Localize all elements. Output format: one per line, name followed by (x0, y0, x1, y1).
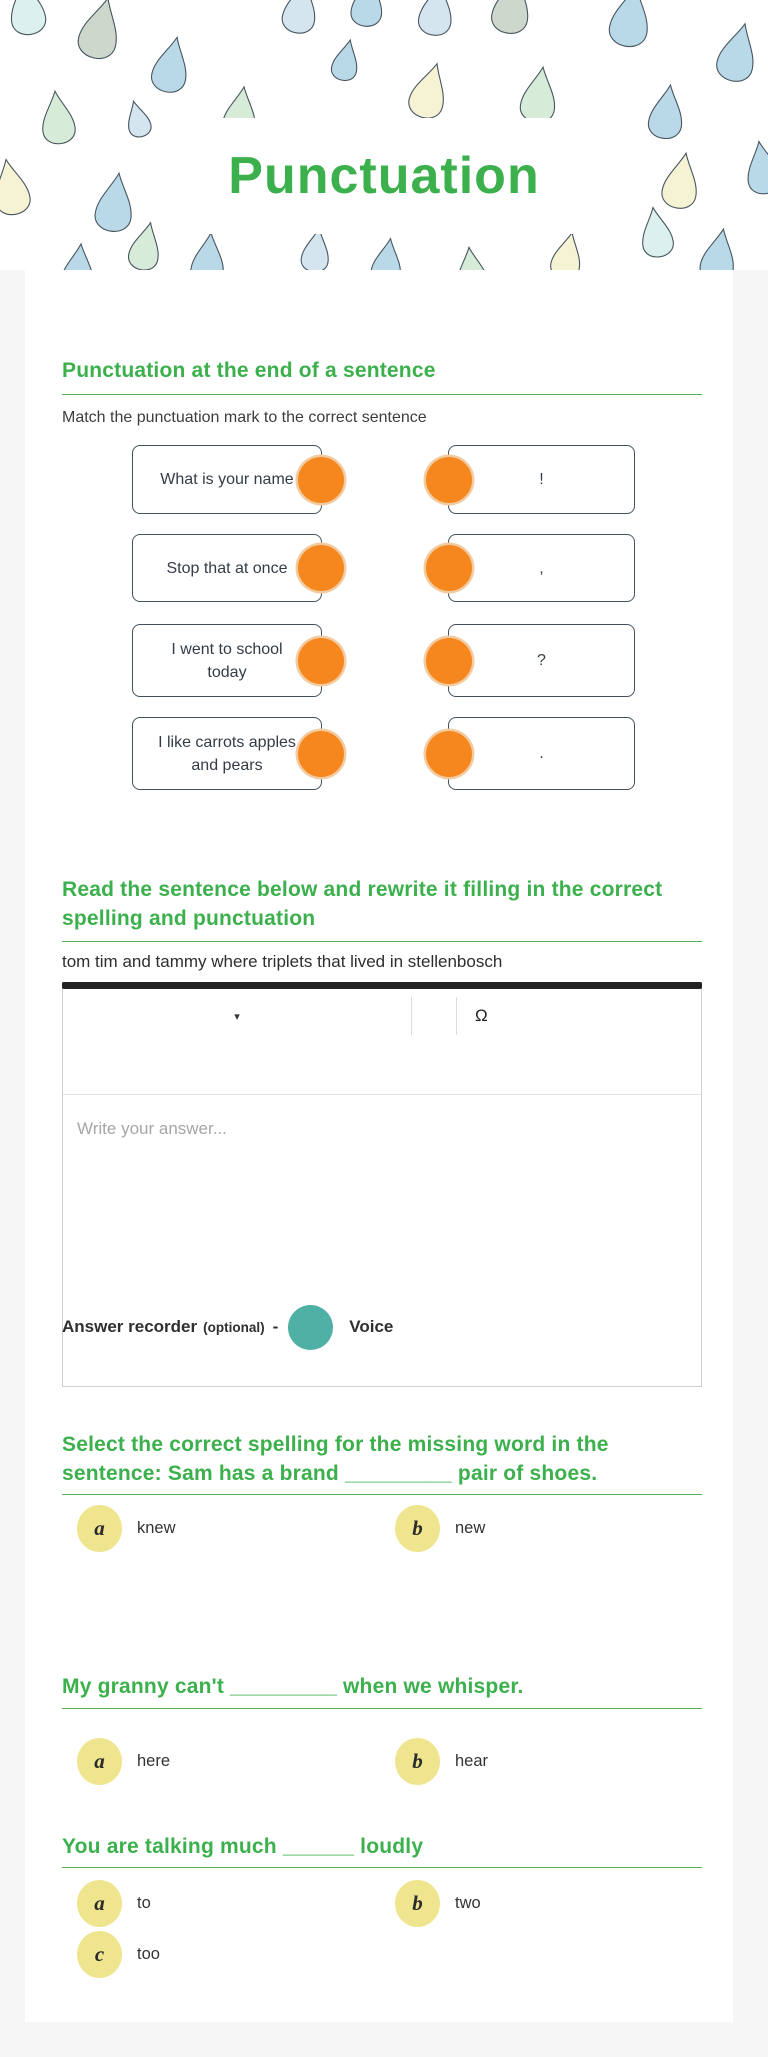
match-sentence-text: I went to school today (171, 640, 283, 681)
answer-recorder-section (62, 1304, 702, 1350)
section-matching (62, 356, 702, 790)
option-label: two (455, 1893, 481, 1912)
match-row (62, 534, 702, 602)
matching-instruction: Match the punctuation mark to the correct sentence (62, 409, 427, 426)
voice-record-button[interactable] (288, 1305, 333, 1350)
rewrite-prompt: tom tim and tammy where triplets that lived in stellenbosch (62, 952, 503, 971)
voice-label: Voice (349, 1317, 394, 1336)
chevron-down-icon: ▾ (234, 1010, 240, 1023)
option-letter-badge[interactable]: b (395, 1880, 440, 1927)
section-mc-granny (62, 1672, 702, 1785)
toolbar-spacer (412, 997, 456, 1035)
connector-dot-icon[interactable] (298, 457, 344, 503)
recorder-label: Answer recorder (62, 1317, 198, 1336)
match-sentence-box[interactable] (132, 445, 322, 514)
section-heading: You are talking much ______ loudly (62, 1835, 424, 1858)
match-punctuation-box[interactable] (448, 445, 635, 514)
option-label: hear (455, 1751, 489, 1770)
recorder-separator: - (272, 1317, 279, 1336)
option-letter-badge[interactable]: c (77, 1931, 122, 1978)
special-character-button[interactable] (457, 1006, 488, 1026)
match-punctuation-box[interactable] (448, 534, 635, 602)
answer-placeholder: Write your answer... (77, 1119, 227, 1138)
matching-grid (62, 445, 702, 790)
editor-top-bar (62, 982, 702, 989)
option-label: new (455, 1518, 486, 1537)
section-underline (62, 1494, 702, 1495)
connector-dot-icon[interactable] (426, 731, 472, 777)
option-new[interactable] (395, 1504, 485, 1552)
editor-toolbar (63, 991, 701, 1095)
connector-dot-icon[interactable] (298, 638, 344, 684)
section-underline (62, 394, 702, 395)
match-sentence-box[interactable] (132, 717, 322, 790)
connector-dot-icon[interactable] (298, 731, 344, 777)
omega-icon: Ω (475, 1006, 488, 1025)
match-sentence-text: What is your name (160, 471, 294, 488)
option-to[interactable] (77, 1879, 151, 1927)
option-label: to (137, 1893, 151, 1912)
match-row (62, 624, 702, 697)
match-punctuation-text: , (539, 559, 544, 577)
match-punctuation-text: ? (537, 652, 546, 669)
section-underline (62, 941, 702, 942)
connector-dot-icon[interactable] (298, 545, 344, 591)
option-label: too (137, 1944, 160, 1963)
match-row (62, 717, 702, 790)
section-mc-talking (62, 1832, 702, 1977)
section-mc-spelling (62, 1430, 702, 1552)
match-row (62, 445, 702, 514)
page-title: Punctuation (228, 147, 540, 205)
option-letter-badge[interactable]: a (77, 1738, 122, 1785)
connector-dot-icon[interactable] (426, 545, 472, 591)
option-label: knew (137, 1518, 176, 1537)
option-two[interactable] (395, 1879, 481, 1927)
connector-dot-icon[interactable] (426, 457, 472, 503)
editor-toolbar-row (63, 991, 701, 1041)
match-punctuation-box[interactable] (448, 624, 635, 697)
match-sentence-box[interactable] (132, 534, 322, 602)
match-sentence-text: Stop that at once (166, 559, 288, 577)
match-punctuation-text: . (539, 745, 544, 762)
option-hear[interactable] (395, 1737, 488, 1785)
section-heading: My granny can't _________ when we whisper. (62, 1675, 524, 1698)
match-sentence-box[interactable] (132, 624, 322, 697)
section-heading: Punctuation at the end of a sentence (62, 359, 436, 382)
option-knew[interactable] (77, 1504, 176, 1552)
option-letter-badge[interactable]: b (395, 1505, 440, 1552)
paragraph-style-dropdown[interactable] (63, 1010, 411, 1023)
section-heading: Read the sentence below and rewrite it filling in the correct spelling and punctuation (62, 878, 663, 930)
options-row (62, 1931, 702, 1977)
match-sentence-text: I like carrots apples and pears (158, 733, 296, 774)
section-heading: Select the correct spelling for the missing word in the sentence: Sam has a brand _________ pair of shoes. (62, 1433, 609, 1485)
option-letter-badge[interactable]: a (77, 1505, 122, 1552)
section-underline (62, 1708, 702, 1709)
match-punctuation-box[interactable] (448, 717, 635, 790)
section-underline (62, 1867, 702, 1868)
title-band (169, 118, 599, 234)
connector-dot-icon[interactable] (426, 638, 472, 684)
worksheet-card (25, 270, 733, 2022)
options-row (62, 1737, 702, 1785)
option-letter-badge[interactable]: a (77, 1880, 122, 1927)
recorder-optional-label: (optional) (203, 1319, 265, 1335)
option-label: here (137, 1751, 171, 1770)
match-punctuation-text: ! (539, 471, 544, 488)
options-row (62, 1879, 702, 1927)
answer-recorder-row (62, 1304, 702, 1350)
option-letter-badge[interactable]: b (395, 1738, 440, 1785)
option-too[interactable] (77, 1931, 160, 1977)
worksheet-header (0, 0, 768, 270)
options-row (62, 1504, 702, 1552)
option-here[interactable] (77, 1737, 170, 1785)
